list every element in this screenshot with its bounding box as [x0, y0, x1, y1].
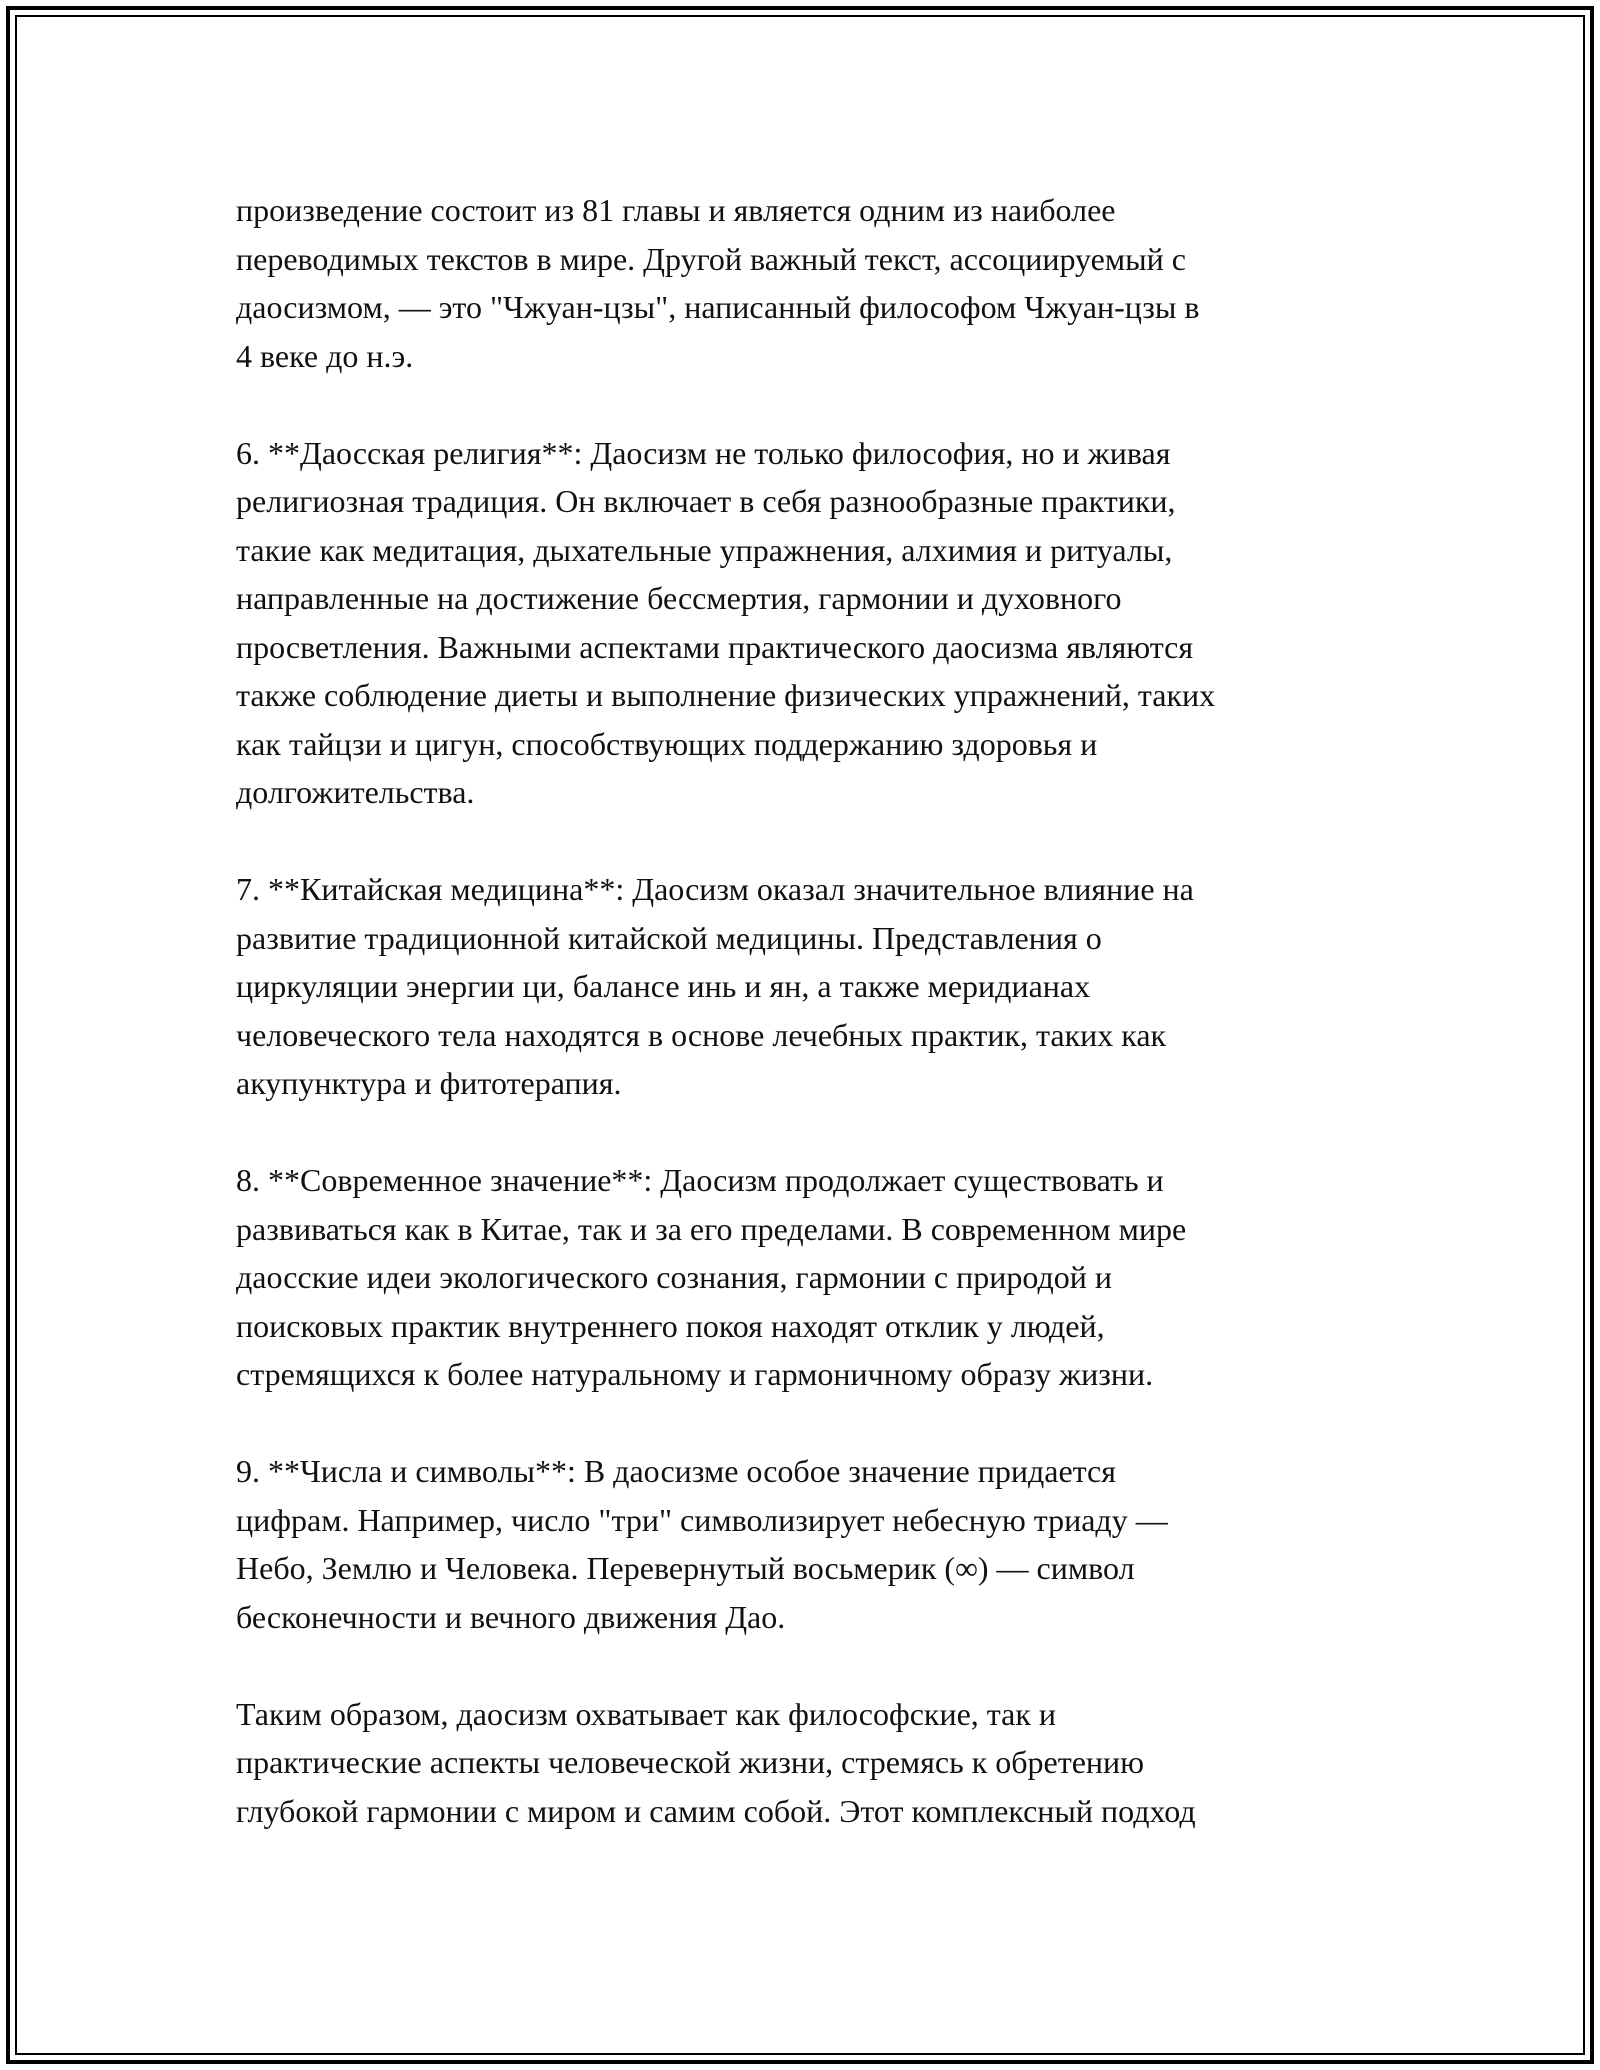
paragraph-intro — [236, 186, 1386, 380]
text-line: религиозная традиция. Он включает в себя разнообразные практики, — [236, 483, 1176, 519]
text-line: 6. **Даосская религия**: Даосизм не только философия, но и живая — [236, 434, 1171, 471]
text-line: поисковых практик внутреннего покоя находят отклик у людей, — [236, 1307, 1105, 1344]
text-line: долгожительства. — [236, 774, 475, 810]
text-line: бесконечности и вечного движения Дао. — [236, 1598, 786, 1635]
text-line: акупунктура и фитотерапия. — [236, 1065, 622, 1101]
text-line: также соблюдение диеты и выполнение физических упражнений, таких — [236, 677, 1216, 713]
text-line: практические аспекты человеческой жизни, стремясь к обретению — [236, 1744, 1145, 1780]
text-line: цифрам. Например, число "три" символизирует небесную триаду — — [236, 1501, 1168, 1538]
text-line: человеческого тела находятся в основе лечебных практик, таких как — [236, 1016, 1167, 1053]
text-line: переводимых текстов в мире. Другой важный текст, ассоциируемый с — [236, 240, 1186, 277]
paragraph-numbers-and-symbols — [236, 1447, 1386, 1641]
document-body — [236, 186, 1386, 1835]
text-line: направленные на достижение бессмертия, гармонии и духовного — [236, 580, 1122, 616]
paragraph-taoist-religion — [236, 429, 1386, 817]
paragraph-gap — [236, 1641, 1386, 1690]
text-line: Небо, Землю и Человека. Перевернутый восьмерик (∞) — символ — [236, 1550, 1135, 1586]
paragraph-chinese-medicine — [236, 865, 1386, 1108]
text-line: глубокой гармонии с миром и самим собой. Этот комплексный подход — [236, 1792, 1196, 1829]
text-line: циркуляции энергии ци, балансе инь и ян, а также меридианах — [236, 968, 1091, 1004]
text-line: просветления. Важными аспектами практического даосизма являются — [236, 628, 1194, 665]
text-line: стремящихся к более натуральному и гармоничному образу жизни. — [236, 1356, 1154, 1392]
text-line: 4 веке до н.э. — [236, 337, 414, 374]
paragraph-gap — [236, 1399, 1386, 1448]
text-line: даосские идеи экологического сознания, гармонии с природой и — [236, 1259, 1112, 1295]
paragraph-modern-significance — [236, 1156, 1386, 1399]
text-line: произведение состоит из 81 главы и является одним из наиболее — [236, 192, 1116, 228]
text-line: развиваться как в Китае, так и за его пределами. В современном мире — [236, 1210, 1187, 1247]
paragraph-gap — [236, 817, 1386, 866]
text-line: развитие традиционной китайской медицины. Представления о — [236, 919, 1102, 956]
text-line: 8. **Современное значение**: Даосизм продолжает существовать и — [236, 1162, 1164, 1198]
text-line: Таким образом, даосизм охватывает как философские, так и — [236, 1695, 1057, 1732]
text-line: как тайцзи и цигун, способствующих поддержанию здоровья и — [236, 725, 1098, 762]
text-line: даосизмом, — это "Чжуан-цзы", написанный философом Чжуан-цзы в — [236, 289, 1200, 325]
text-line: 7. **Китайская медицина**: Даосизм оказал значительное влияние на — [236, 871, 1194, 907]
paragraph-gap — [236, 380, 1386, 429]
paragraph-gap — [236, 1108, 1386, 1157]
text-line: 9. **Числа и символы**: В даосизме особое значение придается — [236, 1453, 1116, 1489]
paragraph-conclusion — [236, 1690, 1386, 1836]
text-line: такие как медитация, дыхательные упражнения, алхимия и ритуалы, — [236, 531, 1173, 568]
